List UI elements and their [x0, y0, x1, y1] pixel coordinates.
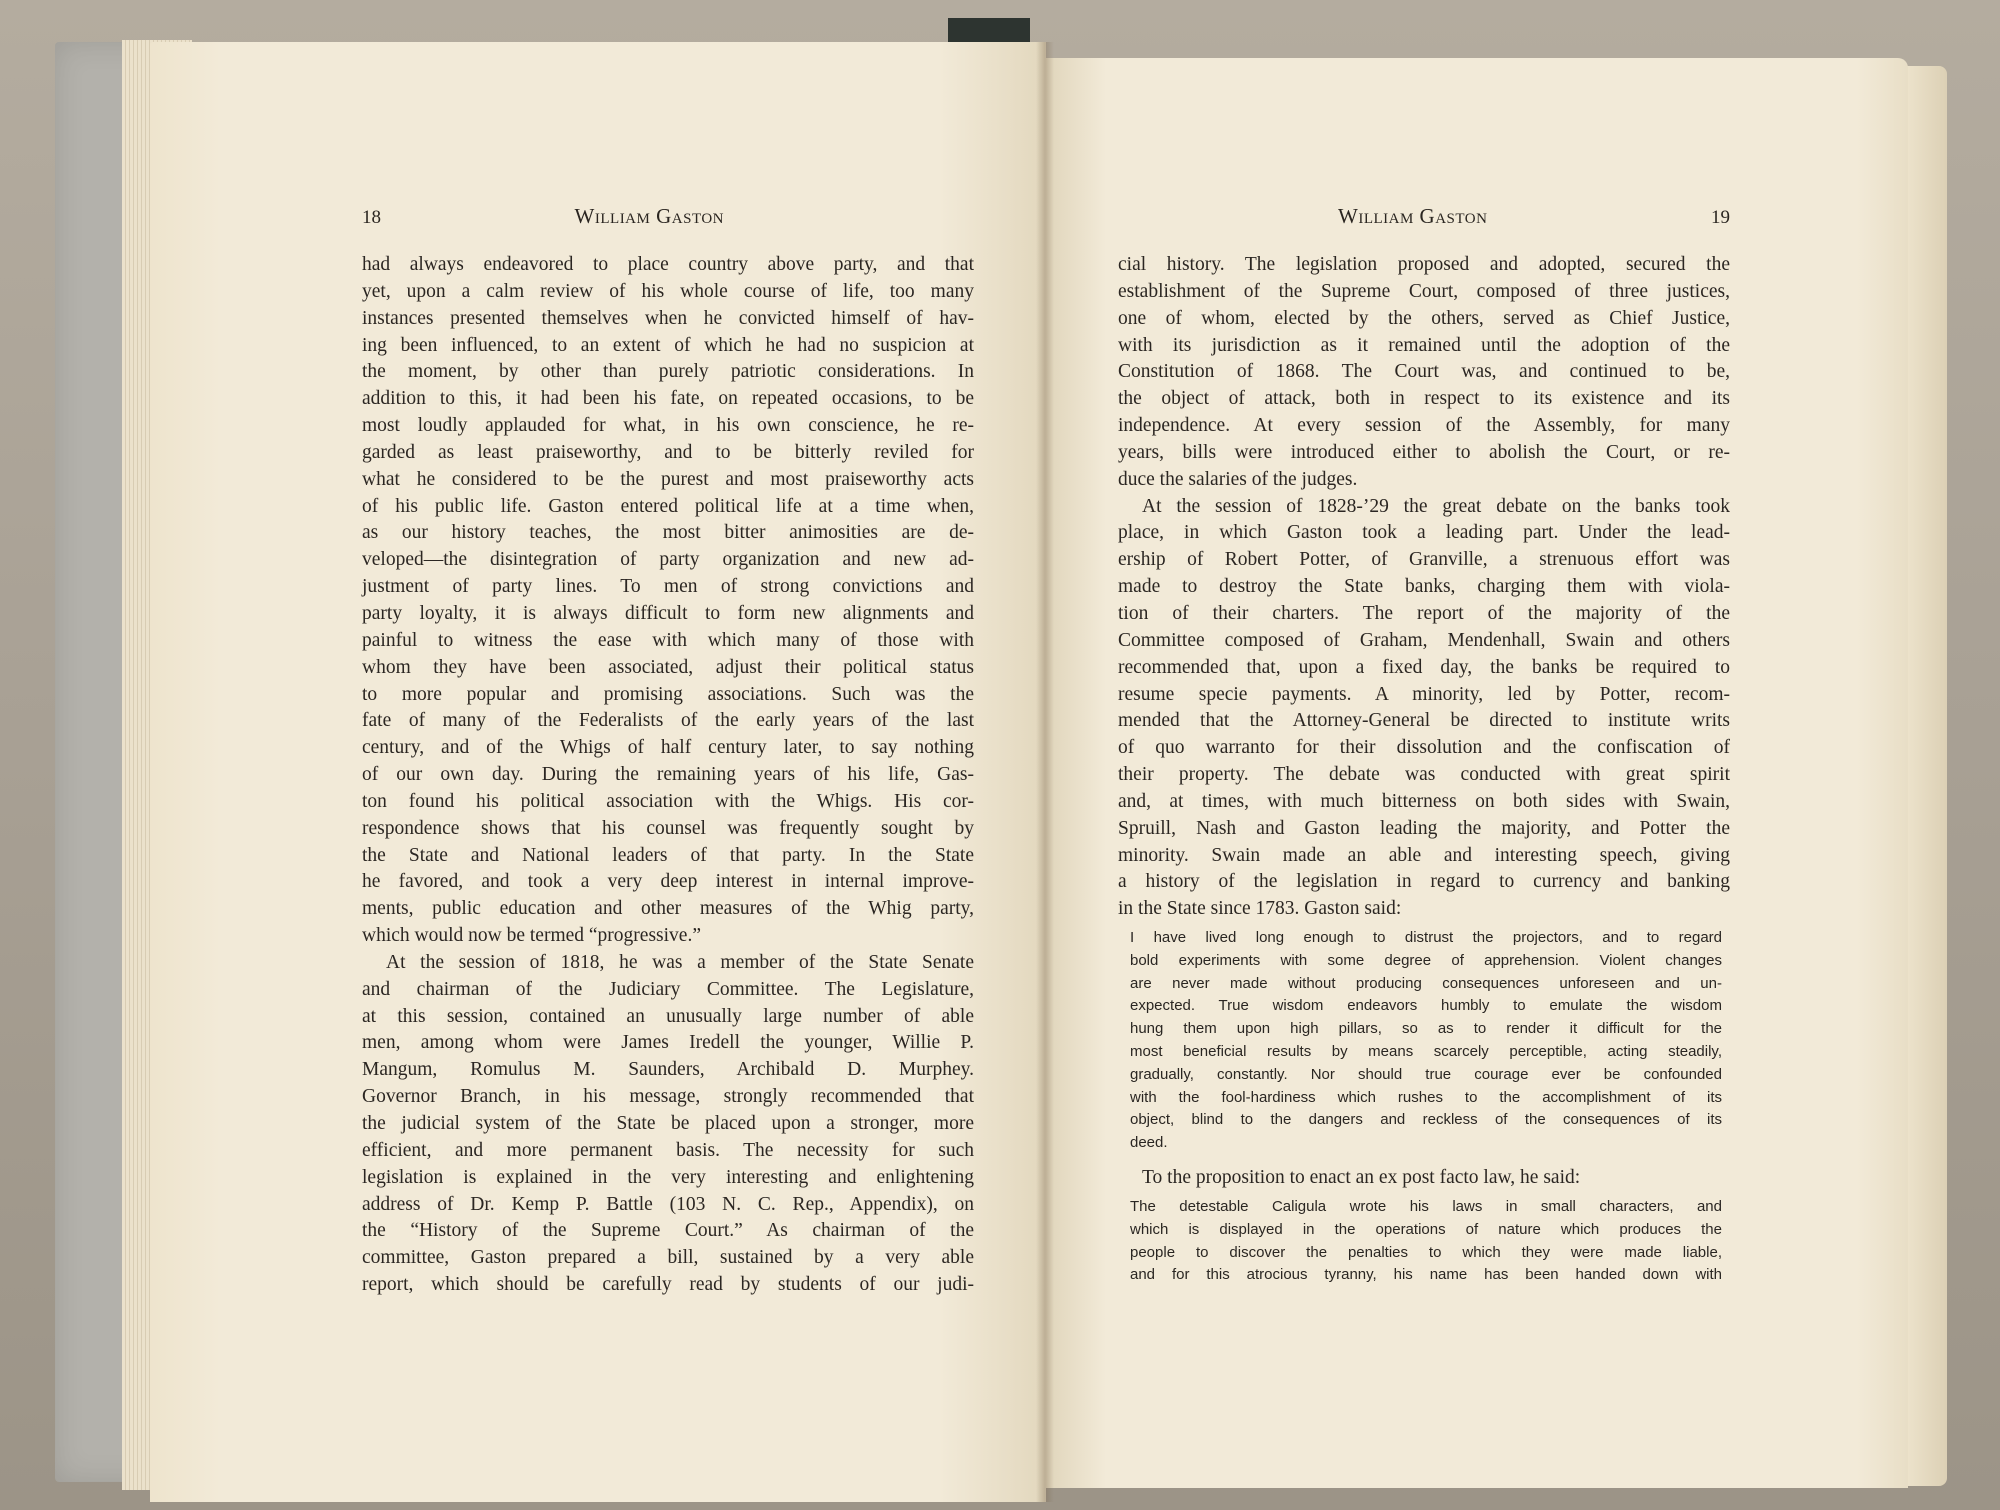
- text-line: Spruill, Nash and Gaston leading the majority, and Potter the: [1118, 817, 1730, 839]
- text-line: Mangum, Romulus M. Saunders, Archibald D. Murphey.: [362, 1059, 974, 1081]
- text-line: what he considered to be the purest and most praiseworthy acts: [362, 468, 974, 490]
- quote-line: deed.: [1130, 1134, 1168, 1152]
- quote-line: The detestable Caligula wrote his laws in small characters, and: [1130, 1197, 1722, 1215]
- text-line: had always endeavored to place country above party, and that: [362, 254, 974, 275]
- text-line: cial history. The legislation proposed and adopted, secured the: [1118, 254, 1730, 275]
- text-line: the State and National leaders of that party. In the State: [362, 844, 974, 866]
- text-line: yet, upon a calm review of his whole course of life, too many: [362, 280, 974, 302]
- text-line: mended that the Attorney-General be directed to institute writs: [1118, 710, 1730, 732]
- text-line: duce the salaries of the judges.: [1118, 468, 1358, 490]
- right-page-number: 19: [1711, 207, 1730, 228]
- quote-line: and for this atrocious tyranny, his name has been handed down with: [1130, 1266, 1722, 1284]
- quote-line: most beneficial results by means scarcely perceptible, acting steadily,: [1130, 1043, 1722, 1061]
- text-line: and, at times, with much bitterness on both sides with Swain,: [1118, 790, 1730, 812]
- left-running-title: William Gaston: [574, 204, 724, 228]
- quote-line: people to discover the penalties to which they were made liable,: [1130, 1243, 1722, 1261]
- text-line: party loyalty, it is always difficult to form new alignments and: [362, 602, 974, 624]
- block-quote-banking: [1118, 927, 1730, 1155]
- quote-line: with the fool-hardiness which rushes to the accomplishment of its: [1130, 1088, 1722, 1106]
- book-gutter: [1036, 42, 1054, 1502]
- text-line: addition to this, it had been his fate, on repeated occasions, to be: [362, 388, 974, 410]
- text-line: of his public life. Gaston entered political life at a time when,: [362, 495, 974, 517]
- text-line: the judicial system of the State be placed upon a stronger, more: [362, 1113, 974, 1134]
- text-line: fate of many of the Federalists of the early years of the last: [362, 710, 974, 732]
- text-line: efficient, and more permanent basis. The necessity for such: [362, 1139, 974, 1161]
- text-line: men, among whom were James Iredell the younger, Willie P.: [362, 1032, 974, 1054]
- text-line: At the session of 1828-’29 the great debate on the banks took: [1142, 495, 1730, 517]
- text-line: committee, Gaston prepared a bill, sustained by a very able: [362, 1247, 974, 1269]
- right-body-text: [1118, 252, 1730, 923]
- text-line: at this session, contained an unusually large number of able: [362, 1005, 974, 1027]
- right-running-head: [1118, 204, 1730, 229]
- text-line: independence. At every session of the Assembly, for many: [1118, 415, 1730, 437]
- text-line: made to destroy the State banks, charging them with viola-: [1118, 576, 1730, 598]
- text-line: respondence shows that his counsel was frequently sought by: [362, 817, 974, 839]
- text-line: which would now be termed “progressive.”: [362, 925, 701, 947]
- text-line: most loudly applauded for what, in his own conscience, he re-: [362, 415, 974, 437]
- text-line: report, which should be carefully read by students of our judi-: [362, 1274, 974, 1296]
- block-quote-caligula: [1118, 1196, 1730, 1287]
- text-line: ments, public education and other measures of the Whig party,: [362, 898, 974, 920]
- text-line: place, in which Gaston took a leading part. Under the lead-: [1118, 522, 1730, 544]
- text-line: as our history teaches, the most bitter animosities are de-: [362, 522, 974, 544]
- text-line: Governor Branch, in his message, strongly recommended that: [362, 1086, 974, 1108]
- quote-line: expected. True wisdom endeavors humbly to emulate the wisdom: [1130, 997, 1722, 1015]
- text-line: of our own day. During the remaining years of his life, Gas-: [362, 764, 974, 786]
- quote-line: are never made without producing consequences unforeseen and un-: [1130, 974, 1722, 992]
- right-running-title: William Gaston: [1338, 204, 1488, 228]
- text-line: ton found his political association with the Whigs. His cor-: [362, 790, 974, 812]
- text-line: the object of attack, both in respect to its existence and its: [1118, 388, 1730, 410]
- quote-line: hung them upon high pillars, so as to render it difficult for the: [1130, 1020, 1722, 1038]
- right-page-edges: [1905, 66, 1947, 1486]
- text-line: and chairman of the Judiciary Committee. The Legislature,: [362, 978, 974, 1000]
- quote-line: I have lived long enough to distrust the projectors, and to regard: [1130, 929, 1722, 947]
- text-line: ing been influenced, to an extent of which he had no suspicion at: [362, 334, 974, 356]
- text-line: At the session of 1818, he was a member of the State Senate: [386, 951, 974, 973]
- quote-line: bold experiments with some degree of apprehension. Violent changes: [1130, 951, 1722, 969]
- text-line: their property. The debate was conducted with great spirit: [1118, 764, 1730, 786]
- text-line: veloped—the disintegration of party organization and new ad-: [362, 549, 974, 571]
- text-line: address of Dr. Kemp P. Battle (103 N. C. Rep., Appendix), on: [362, 1193, 974, 1215]
- text-line: establishment of the Supreme Court, composed of three justices,: [1118, 280, 1730, 302]
- text-line: minority. Swain made an able and interesting speech, giving: [1118, 844, 1730, 866]
- text-line: to more popular and promising associations. Such was the: [362, 683, 974, 705]
- text-line: whom they have been associated, adjust their political status: [362, 656, 974, 678]
- quote-line: which is displayed in the operations of nature which produces the: [1130, 1220, 1722, 1238]
- text-line: To the proposition to enact an ex post facto law, he said:: [1142, 1167, 1581, 1189]
- right-text-column: [1118, 252, 1730, 1297]
- text-line: resume specie payments. A minority, led by Potter, recom-: [1118, 683, 1730, 705]
- text-line: of quo warranto for their dissolution and the confiscation of: [1118, 737, 1730, 759]
- left-running-head: [362, 204, 974, 229]
- text-line: ership of Robert Potter, of Granville, a strenuous effort was: [1118, 549, 1730, 571]
- text-line: the “History of the Supreme Court.” As chairman of the: [362, 1220, 974, 1242]
- text-line: tion of their charters. The report of the majority of the: [1118, 602, 1730, 624]
- quote-line: object, blind to the dangers and reckless of the consequences of its: [1130, 1111, 1722, 1129]
- text-line: Committee composed of Graham, Mendenhall, Swain and others: [1118, 629, 1730, 651]
- text-line: in the State since 1783. Gaston said:: [1118, 898, 1402, 920]
- quote-line: gradually, constantly. Nor should true courage ever be confounded: [1130, 1065, 1722, 1083]
- text-line: one of whom, elected by the others, served as Chief Justice,: [1118, 307, 1730, 329]
- text-line: painful to witness the ease with which many of those with: [362, 629, 974, 651]
- text-line: the moment, by other than purely patriotic considerations. In: [362, 361, 974, 383]
- text-line: legislation is explained in the very interesting and enlightening: [362, 1166, 974, 1188]
- text-line: he favored, and took a very deep interest in internal improve-: [362, 871, 974, 893]
- text-line: recommended that, upon a fixed day, the banks be required to: [1118, 656, 1730, 678]
- text-line: Constitution of 1868. The Court was, and continued to be,: [1118, 361, 1730, 383]
- text-line: garded as least praiseworthy, and to be bitterly reviled for: [362, 441, 974, 463]
- text-line: years, bills were introduced either to abolish the Court, or re-: [1118, 441, 1730, 463]
- left-text-column: [362, 252, 974, 1299]
- right-body-text-middle: [1118, 1165, 1730, 1192]
- left-page-number: 18: [362, 207, 381, 228]
- text-line: instances presented themselves when he convicted himself of hav-: [362, 307, 974, 329]
- text-line: century, and of the Whigs of half century later, to say nothing: [362, 737, 974, 759]
- text-line: a history of the legislation in regard to currency and banking: [1118, 871, 1730, 893]
- text-line: justment of party lines. To men of strong convictions and: [362, 576, 974, 598]
- text-line: with its jurisdiction as it remained until the adoption of the: [1118, 334, 1730, 356]
